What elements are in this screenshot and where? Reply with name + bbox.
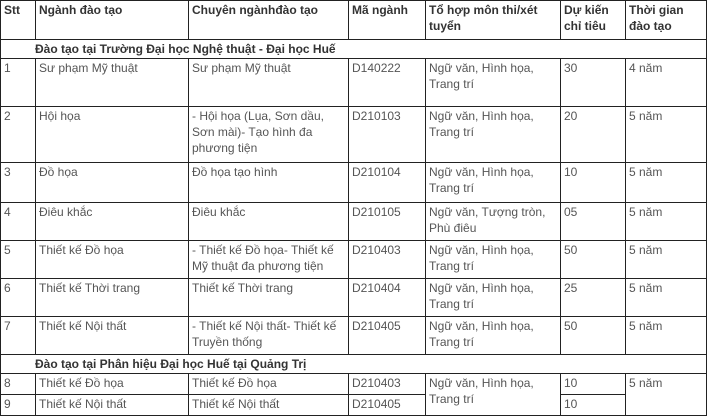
cell-to-hop: Ngữ văn, Hình họa, Trang trí xyxy=(426,279,561,317)
cell-thoi-gian: 4 năm xyxy=(626,59,707,107)
cell-nganh: Đồ họa xyxy=(36,163,189,203)
table-row xyxy=(1,163,707,203)
table-row xyxy=(1,59,707,107)
table-row xyxy=(1,374,707,395)
cell-to-hop: Ngữ văn, Tượng tròn, Phù điêu xyxy=(426,203,561,241)
col-header-chi-tieu: Dự kiến chỉ tiêu xyxy=(561,1,626,40)
col-header-ma-nganh: Mã ngành xyxy=(349,1,426,40)
section-row xyxy=(1,40,707,59)
cell-chi-tieu: 10 xyxy=(561,395,626,416)
table-row xyxy=(1,241,707,279)
cell-ma-nganh: D210405 xyxy=(349,395,426,416)
cell-chi-tieu: 50 xyxy=(561,241,626,279)
table-row xyxy=(1,317,707,355)
cell-to-hop: Ngữ văn, Hình họa, Trang trí xyxy=(426,374,561,416)
cell-nganh: Thiết kế Nội thất xyxy=(36,317,189,355)
cell-chuyen-nganh: - Thiết kế Nội thất- Thiết kế Truyền thống xyxy=(189,317,349,355)
cell-stt: 3 xyxy=(1,163,36,203)
cell-ma-nganh: D210403 xyxy=(349,374,426,395)
cell-chuyen-nganh: Sư phạm Mỹ thuật xyxy=(189,59,349,107)
cell-ma-nganh: D210404 xyxy=(349,279,426,317)
cell-to-hop: Ngữ văn, Hình họa, Trang trí xyxy=(426,317,561,355)
cell-ma-nganh: D140222 xyxy=(349,59,426,107)
cell-stt: 9 xyxy=(1,395,36,416)
cell-to-hop: Ngữ văn, Hình họa, Trang trí xyxy=(426,241,561,279)
table-row xyxy=(1,279,707,317)
col-header-chuyen-nganh: Chuyên ngànhđào tạo xyxy=(189,1,349,40)
cell-stt: 8 xyxy=(1,374,36,395)
cell-ma-nganh: D210103 xyxy=(349,107,426,163)
cell-to-hop: Ngữ văn, Hình họa, Trang trí xyxy=(426,163,561,203)
cell-nganh: Hội họa xyxy=(36,107,189,163)
cell-chi-tieu: 10 xyxy=(561,374,626,395)
cell-chuyen-nganh: Thiết kế Nội thất xyxy=(189,395,349,416)
cell-stt: 4 xyxy=(1,203,36,241)
cell-thoi-gian: 5 năm xyxy=(626,317,707,355)
cell-nganh: Thiết kế Đồ họa xyxy=(36,241,189,279)
cell-nganh: Thiết kế Đồ họa xyxy=(36,374,189,395)
cell-chuyen-nganh: - Hội họa (Lụa, Sơn dầu, Sơn mài)- Tạo hình đa phương tiện xyxy=(189,107,349,163)
section-title: Đào tạo tại Phân hiệu Đại học Huế tại Quảng Trị xyxy=(1,355,707,374)
cell-thoi-gian: 5 năm xyxy=(626,203,707,241)
section-title: Đào tạo tại Trường Đại học Nghệ thuật - Đại học Huế xyxy=(1,40,707,59)
cell-chuyen-nganh: Thiết kế Đồ họa xyxy=(189,374,349,395)
table-row xyxy=(1,395,707,416)
cell-ma-nganh: D210403 xyxy=(349,241,426,279)
cell-ma-nganh: D210405 xyxy=(349,317,426,355)
cell-chi-tieu: 05 xyxy=(561,203,626,241)
table-row xyxy=(1,203,707,241)
cell-chi-tieu: 50 xyxy=(561,317,626,355)
cell-stt: 2 xyxy=(1,107,36,163)
cell-chuyen-nganh: Thiết kế Thời trang xyxy=(189,279,349,317)
cell-thoi-gian: 5 năm xyxy=(626,374,707,416)
cell-ma-nganh: D210104 xyxy=(349,163,426,203)
cell-thoi-gian: 5 năm xyxy=(626,279,707,317)
cell-to-hop: Ngữ văn, Hình họa, Trang trí xyxy=(426,59,561,107)
header-row xyxy=(1,1,707,40)
cell-stt: 6 xyxy=(1,279,36,317)
cell-nganh: Điêu khắc xyxy=(36,203,189,241)
section-row xyxy=(1,355,707,374)
cell-nganh: Sư phạm Mỹ thuật xyxy=(36,59,189,107)
cell-to-hop: Ngữ văn, Hình họa, Trang trí xyxy=(426,107,561,163)
cell-ma-nganh: D210105 xyxy=(349,203,426,241)
cell-nganh: Thiết kế Nội thất xyxy=(36,395,189,416)
cell-thoi-gian: 5 năm xyxy=(626,163,707,203)
cell-stt: 7 xyxy=(1,317,36,355)
cell-thoi-gian: 5 năm xyxy=(626,107,707,163)
col-header-stt: Stt xyxy=(1,1,36,40)
cell-chi-tieu: 30 xyxy=(561,59,626,107)
col-header-to-hop: Tổ hợp môn thi/xét tuyển xyxy=(426,1,561,40)
col-header-nganh: Ngành đào tạo xyxy=(36,1,189,40)
cell-stt: 5 xyxy=(1,241,36,279)
cell-nganh: Thiết kế Thời trang xyxy=(36,279,189,317)
cell-chi-tieu: 10 xyxy=(561,163,626,203)
col-header-thoi-gian: Thời gian đào tạo xyxy=(626,1,707,40)
cell-chi-tieu: 20 xyxy=(561,107,626,163)
cell-stt: 1 xyxy=(1,59,36,107)
cell-thoi-gian: 5 năm xyxy=(626,241,707,279)
cell-chi-tieu: 25 xyxy=(561,279,626,317)
table-row xyxy=(1,107,707,163)
cell-chuyen-nganh: - Thiết kế Đồ họa- Thiết kế Mỹ thuật đa phương tiện xyxy=(189,241,349,279)
cell-chuyen-nganh: Đồ họa tạo hình xyxy=(189,163,349,203)
cell-chuyen-nganh: Điêu khắc xyxy=(189,203,349,241)
